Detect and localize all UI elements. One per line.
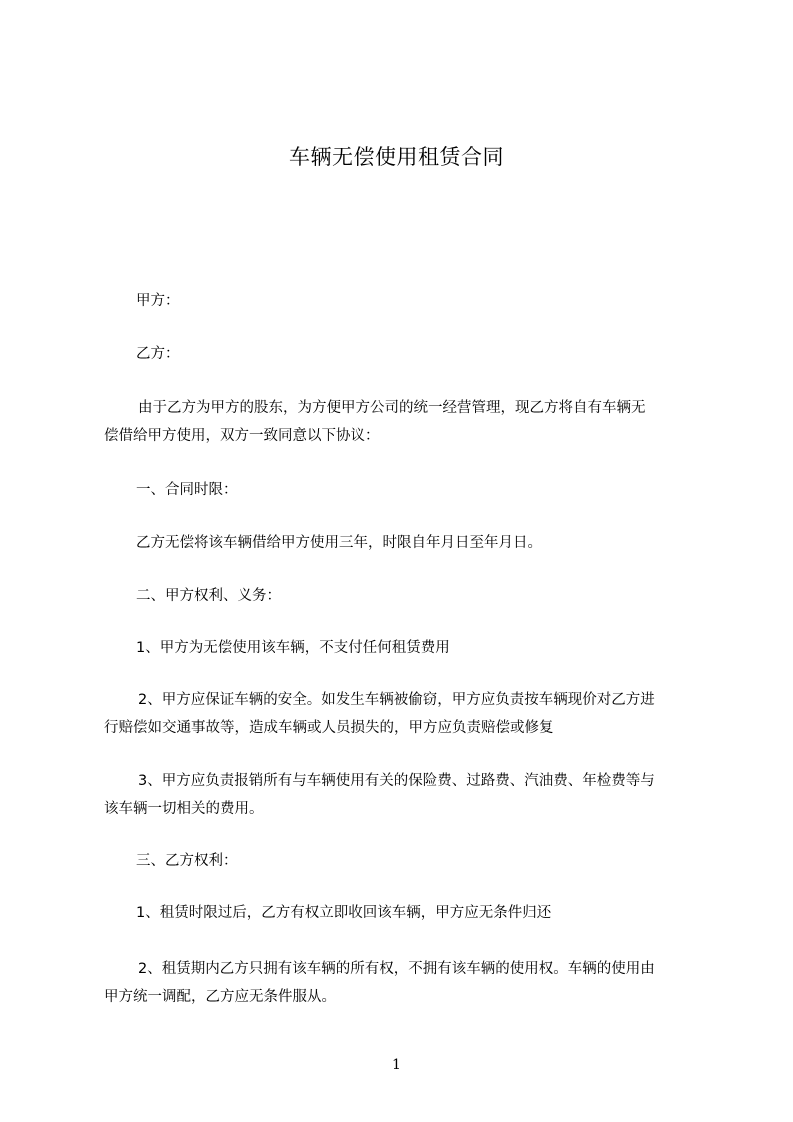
intro-line-1: 由于乙方为甲方的股东，为方便甲方公司的统一经营管理，现乙方将自有车辆无 xyxy=(138,400,646,416)
section-2-item-3-line-1: 3、甲方应负责报销所有与车辆使用有关的保险费、过路费、汽油费、年检费等与 xyxy=(138,773,655,789)
section-2-item-1: 1、甲方为无偿使用该车辆，不支付任何租赁费用 xyxy=(136,640,450,656)
section-2-item-3-line-2: 该车辆一切相关的费用。 xyxy=(104,801,264,817)
party-a-label: 甲方： xyxy=(136,293,180,309)
section-3-item-2-line-2: 甲方统一调配，乙方应无条件服从。 xyxy=(104,989,336,1005)
section-1-heading: 一、合同时限： xyxy=(136,482,238,498)
intro-line-2: 偿借给甲方使用，双方一致同意以下协议： xyxy=(104,428,380,444)
contract-title: 车辆无偿使用租赁合同 xyxy=(289,145,504,169)
section-2-heading: 二、甲方权利、义务： xyxy=(136,588,281,604)
section-3-item-2-line-1: 2、租赁期内乙方只拥有该车辆的所有权，不拥有该车辆的使用权。车辆的使用由 xyxy=(138,961,655,977)
section-3-heading: 三、乙方权利： xyxy=(136,853,238,869)
party-b-label: 乙方： xyxy=(136,346,180,362)
section-2-item-2-line-1: 2、甲方应保证车辆的安全。如发生车辆被偷窃，甲方应负责按车辆现价对乙方进 xyxy=(138,692,655,708)
section-2-item-2-line-2: 行赔偿如交通事故等，造成车辆或人员损失的，甲方应负责赔偿或修复 xyxy=(104,720,554,736)
page-number: 1 xyxy=(392,1057,401,1073)
section-1-text: 乙方无偿将该车辆借给甲方使用三年，时限自年月日至年月日。 xyxy=(136,535,542,551)
section-3-item-1: 1、租赁时限过后，乙方有权立即收回该车辆，甲方应无条件归还 xyxy=(136,905,552,921)
